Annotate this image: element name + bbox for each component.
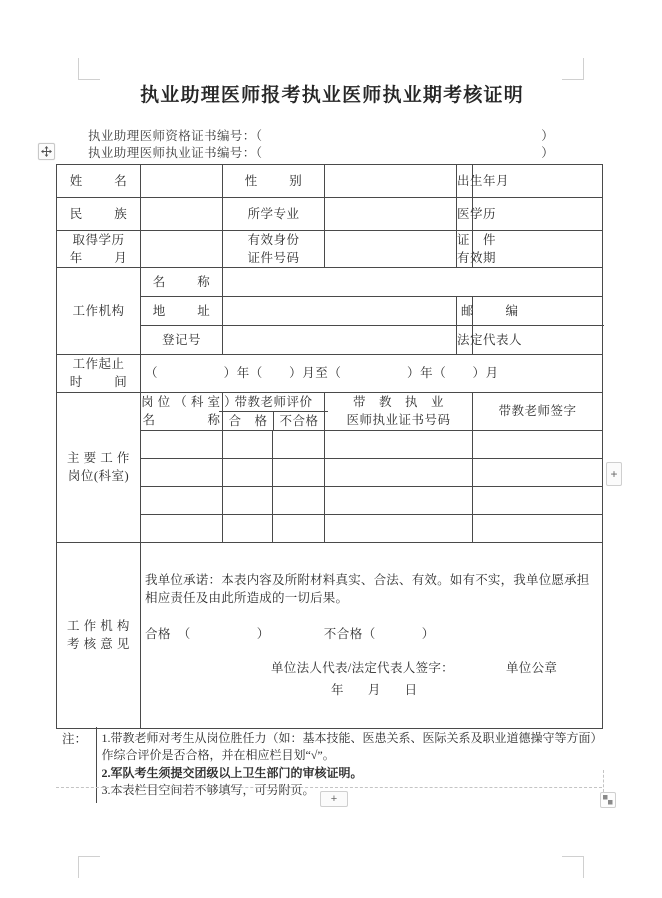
mentor-license-cell[interactable] <box>325 486 473 514</box>
table-row-degree <box>57 231 603 268</box>
position-dept-cell[interactable] <box>141 458 223 486</box>
opinion-date-row <box>145 681 598 699</box>
ethnic-value[interactable] <box>141 198 223 231</box>
gender-value[interactable] <box>325 165 457 198</box>
name-value[interactable] <box>141 165 223 198</box>
table-row-name <box>57 165 603 198</box>
opinion-content[interactable] <box>141 542 603 728</box>
margin-corner-top-left <box>78 58 100 80</box>
major-label: 所学专业 <box>223 198 325 231</box>
date-month-label: 月 <box>367 683 381 698</box>
eval-fail-cell[interactable] <box>273 458 325 486</box>
opinion-grade-row <box>145 625 598 643</box>
insert-row-below-button[interactable]: + <box>320 791 348 807</box>
position-dept-header: 岗 位 （ 科 室 ） 名 称 <box>141 392 223 430</box>
table-right-guide <box>603 770 604 792</box>
table-row-ethnic <box>57 198 603 231</box>
positions-label: 主 要 工 作 岗位(科室) <box>57 392 141 542</box>
mentor-license-cell[interactable] <box>325 458 473 486</box>
id-validity-label: 证 件 有效期 <box>457 231 473 268</box>
birth-label: 出生年月 <box>457 165 473 198</box>
date-year-label: 年 <box>331 683 344 698</box>
page-title: 执业助理医师报考执业医师执业期考核证明 <box>140 85 524 106</box>
ethnic-label: 民 族 <box>57 198 141 231</box>
official-seal-label: 单位公章 <box>505 661 558 676</box>
date-day-label: 日 <box>404 683 418 698</box>
table-row-org-name <box>57 268 603 297</box>
opinion-signature-row <box>145 659 598 677</box>
note-item: 2.军队考生须提交团级以上卫生部门的审核证明。 <box>101 765 363 780</box>
mentor-signature-cell[interactable] <box>473 458 603 486</box>
major-value[interactable] <box>325 198 457 231</box>
grade-pass-close: ） <box>256 627 270 642</box>
grade-fail-label: 不合格（ <box>323 627 376 642</box>
degree-date-label: 取得学历 年 月 <box>57 231 141 268</box>
mentor-signature-cell[interactable] <box>473 514 603 542</box>
qualification-cert-number-close: ） <box>541 129 554 143</box>
eval-pass-cell[interactable] <box>223 514 273 542</box>
eval-pass-header: 合 格 <box>223 412 274 430</box>
work-organization-label: 工作机构 <box>57 268 141 355</box>
opinion-label: 工 作 机 构 考 核 意 见 <box>57 542 141 728</box>
org-legal-rep-label: 法定代表人 <box>457 326 473 355</box>
note-item: 3.本表栏目空间若不够填写，可另附页。 <box>101 783 315 798</box>
org-registration-value[interactable] <box>223 326 457 355</box>
margin-corner-bottom-left <box>78 856 100 878</box>
work-period-value[interactable]: （ ）年（ ）月至（ ）年（ ）月 <box>141 355 603 392</box>
eval-fail-cell[interactable] <box>273 514 325 542</box>
position-dept-cell[interactable] <box>141 430 223 458</box>
mentor-license-cell[interactable] <box>325 514 473 542</box>
grade-fail-close: ） <box>421 627 435 642</box>
position-dept-cell[interactable] <box>141 486 223 514</box>
certificate-table <box>56 164 603 729</box>
qualification-cert-number-label: 执业助理医师资格证书编号：（ <box>88 129 263 143</box>
table-row-opinion <box>57 542 603 728</box>
table-row-work-period <box>57 355 603 392</box>
move-arrows-icon <box>41 146 52 157</box>
positions-header-row <box>57 392 603 430</box>
table-move-handle[interactable] <box>38 143 55 160</box>
table-bottom-guide <box>56 787 602 788</box>
id-number-label: 有效身份 证件号码 <box>223 231 325 268</box>
org-name-label: 名 称 <box>141 268 223 297</box>
eval-pass-cell[interactable] <box>223 430 273 458</box>
eval-fail-header: 不合格 <box>279 413 319 428</box>
eval-pass-cell[interactable] <box>223 458 273 486</box>
org-address-label: 地 址 <box>141 297 223 326</box>
org-zip-label: 邮 编 <box>457 297 473 326</box>
eval-fail-cell[interactable] <box>273 430 325 458</box>
medical-education-label: 医学历 <box>457 198 473 231</box>
work-period-label: 工作起止 时 间 <box>57 355 141 392</box>
legal-rep-signature-label: 单位法人代表/法定代表人签字： <box>271 661 454 676</box>
margin-corner-bottom-right <box>562 856 584 878</box>
insert-row-button[interactable]: + <box>606 462 622 486</box>
mentor-signature-header: 带教老师签字 <box>473 392 603 430</box>
practice-cert-number-label: 执业助理医师执业证书编号：（ <box>88 146 263 160</box>
practice-cert-number-close: ） <box>541 146 554 160</box>
mentor-license-header: 带 教 执 业 医师执业证书号码 <box>325 392 473 430</box>
id-number-value[interactable] <box>325 231 457 268</box>
practice-cert-number-line <box>88 143 554 161</box>
org-address-value[interactable] <box>223 297 457 326</box>
eval-fail-cell[interactable] <box>273 486 325 514</box>
table-resize-handle[interactable] <box>600 792 616 808</box>
mentor-signature-cell[interactable] <box>473 486 603 514</box>
degree-date-value[interactable] <box>141 231 223 268</box>
opinion-promise-text: 我单位承诺：本表内容及所附材料真实、合法、有效。如有不实，我单位愿承担相应责任及由此所造成的一切后果。 <box>145 572 590 606</box>
notes-label: 注： <box>56 727 96 803</box>
mentor-signature-cell[interactable] <box>473 430 603 458</box>
margin-corner-top-right <box>562 58 584 80</box>
position-dept-cell[interactable] <box>141 514 223 542</box>
gender-label: 性 别 <box>223 165 325 198</box>
note-item: 1.带教老师对考生从岗位胜任力（如：基本技能、医患关系、医际关系及职业道德操守等方面）作综合评价是否合格，并在相应栏目划“√”。 <box>101 731 597 763</box>
mentor-license-cell[interactable] <box>325 430 473 458</box>
name-label: 姓 名 <box>57 165 141 198</box>
notes-body <box>96 727 602 803</box>
mentor-evaluation-header: 带教老师评价 合 格 不合格 <box>223 392 325 430</box>
grade-pass-label: 合格 （ <box>145 627 191 642</box>
eval-pass-cell[interactable] <box>223 486 273 514</box>
org-registration-label: 登记号 <box>141 326 223 355</box>
org-name-value[interactable] <box>223 268 603 297</box>
qualification-cert-number-line <box>88 126 554 144</box>
resize-corner-icon <box>603 795 613 805</box>
